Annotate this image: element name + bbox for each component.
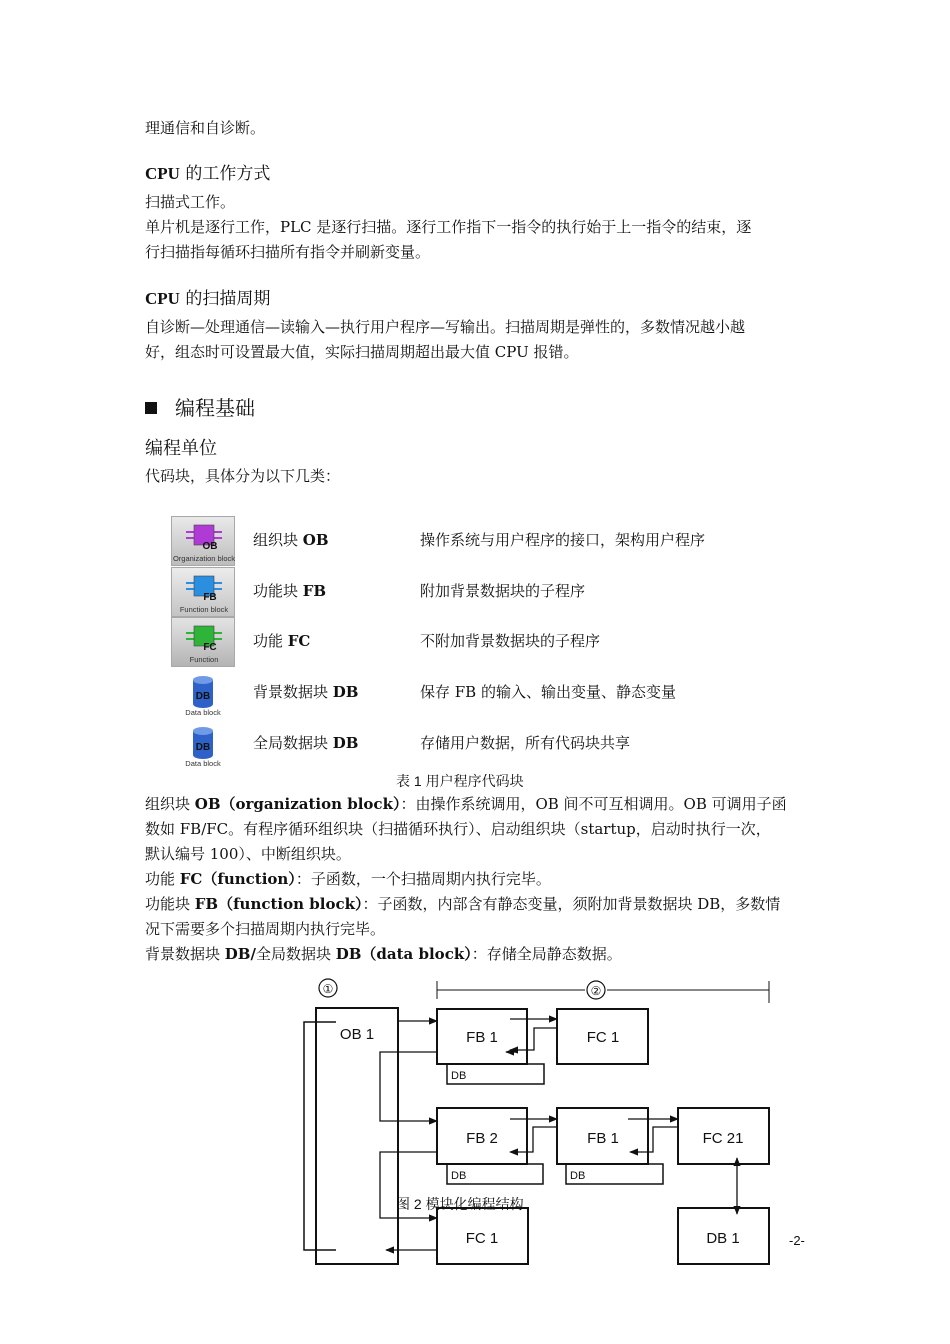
block-name: 功能块 FB [253, 582, 327, 600]
section-heading: 编程基础 [145, 394, 255, 422]
cpu-mode-line2: 单片机是逐行工作，PLC 是逐行扫描。逐行工作指下一指令的执行始于上一指令的结束，逐 [145, 218, 752, 236]
block-name: 背景数据块 DB [253, 683, 359, 701]
ob-paragraph-line1: 组织块 OB（organization block）：由操作系统调用，OB 间不可互相调用。OB 可调用子函 [145, 795, 787, 813]
block-icon-text: OB [202, 541, 218, 552]
fc-paragraph: 功能 FC（function）：子函数，一个扫描周期内执行完毕。 [145, 870, 551, 888]
block-icon-text: DB [195, 742, 211, 753]
block-icon-caption: Data block [185, 708, 221, 717]
block-icon-caption: Function block [179, 605, 229, 614]
fb1-mid-label: FB 1 [587, 1130, 619, 1147]
ob1-label: OB 1 [339, 1026, 375, 1043]
cpu-mode-line1: 扫描式工作。 [145, 193, 236, 211]
block-icon-text: FC [203, 642, 217, 653]
cpu-cycle-line2: 好，组态时可设置最大值，实际扫描周期超出最大值 CPU 报错。 [145, 343, 579, 361]
ob1-loop-line [304, 1022, 336, 1250]
block-description: 附加背景数据块的子程序 [420, 582, 586, 600]
block-icon-text: FB [203, 592, 217, 603]
figure-caption: 图 2 模块化编程结构 [396, 1196, 524, 1212]
fc1-top-label: FC 1 [586, 1029, 620, 1046]
db-label-fb2: DB [451, 1170, 467, 1182]
fb2-label: FB 2 [466, 1130, 498, 1147]
intro-tail-text: 理通信和自诊断。 [145, 119, 266, 137]
fb-paragraph-line2: 况下需要多个扫描周期内执行完毕。 [145, 920, 386, 938]
block-icon-caption: Data block [185, 759, 221, 768]
block-name: 全局数据块 DB [253, 734, 359, 752]
fc21-label: FC 21 [702, 1130, 744, 1147]
cpu-cycle-line1: 自诊断—处理通信—读输入—执行用户程序—写输出。扫描周期是弹性的，多数情况越小越 [145, 318, 746, 336]
marker2-label: ② [590, 984, 602, 998]
ob-paragraph-line3: 默认编号 100）、中断组织块。 [145, 845, 351, 863]
block-name: 功能 FC [253, 632, 311, 650]
ob-paragraph-line2: 数如 FB/FC。有程序循环组织块（扫描循环执行）、启动组织块（startup，启动时执行一次， [145, 820, 771, 838]
db1-label: DB 1 [706, 1230, 740, 1247]
unit-intro: 代码块，具体分为以下几类： [145, 467, 341, 485]
fc1-bot-label: FC 1 [465, 1230, 499, 1247]
block-description: 存储用户数据，所有代码块共享 [420, 734, 631, 752]
cpu-mode-line3: 行扫描指每循环扫描所有指令并刷新变量。 [145, 243, 431, 261]
db-label-fb1-mid: DB [570, 1170, 586, 1182]
fb-paragraph-line1: 功能块 FB（function block）：子函数，内部含有静态变量，须附加背景数据块 DB，多数情 [145, 895, 781, 913]
cpu-mode-heading: CPU 的工作方式 [145, 164, 271, 184]
unit-heading: 编程单位 [145, 438, 217, 459]
ob1-block [316, 1008, 398, 1264]
block-icon-caption: Organization block [172, 554, 236, 563]
block-icon-text: DB [195, 691, 211, 702]
page-number: -2- [789, 1233, 805, 1248]
fb1-top-label: FB 1 [466, 1029, 498, 1046]
db-paragraph: 背景数据块 DB/全局数据块 DB（data block）：存储全局静态数据。 [145, 945, 622, 963]
block-name: 组织块 OB [253, 531, 329, 549]
cpu-cycle-heading: CPU 的扫描周期 [145, 289, 271, 309]
block-description: 保存 FB 的输入、输出变量、静态变量 [420, 683, 676, 701]
db-label-top: DB [451, 1070, 467, 1082]
marker1-label: ① [322, 982, 334, 996]
block-description: 操作系统与用户程序的接口，架构用户程序 [420, 531, 706, 549]
table-caption: 表 1 用户程序代码块 [396, 773, 524, 789]
block-description: 不附加背景数据块的子程序 [420, 632, 601, 650]
block-icon-caption: Function [189, 655, 219, 664]
